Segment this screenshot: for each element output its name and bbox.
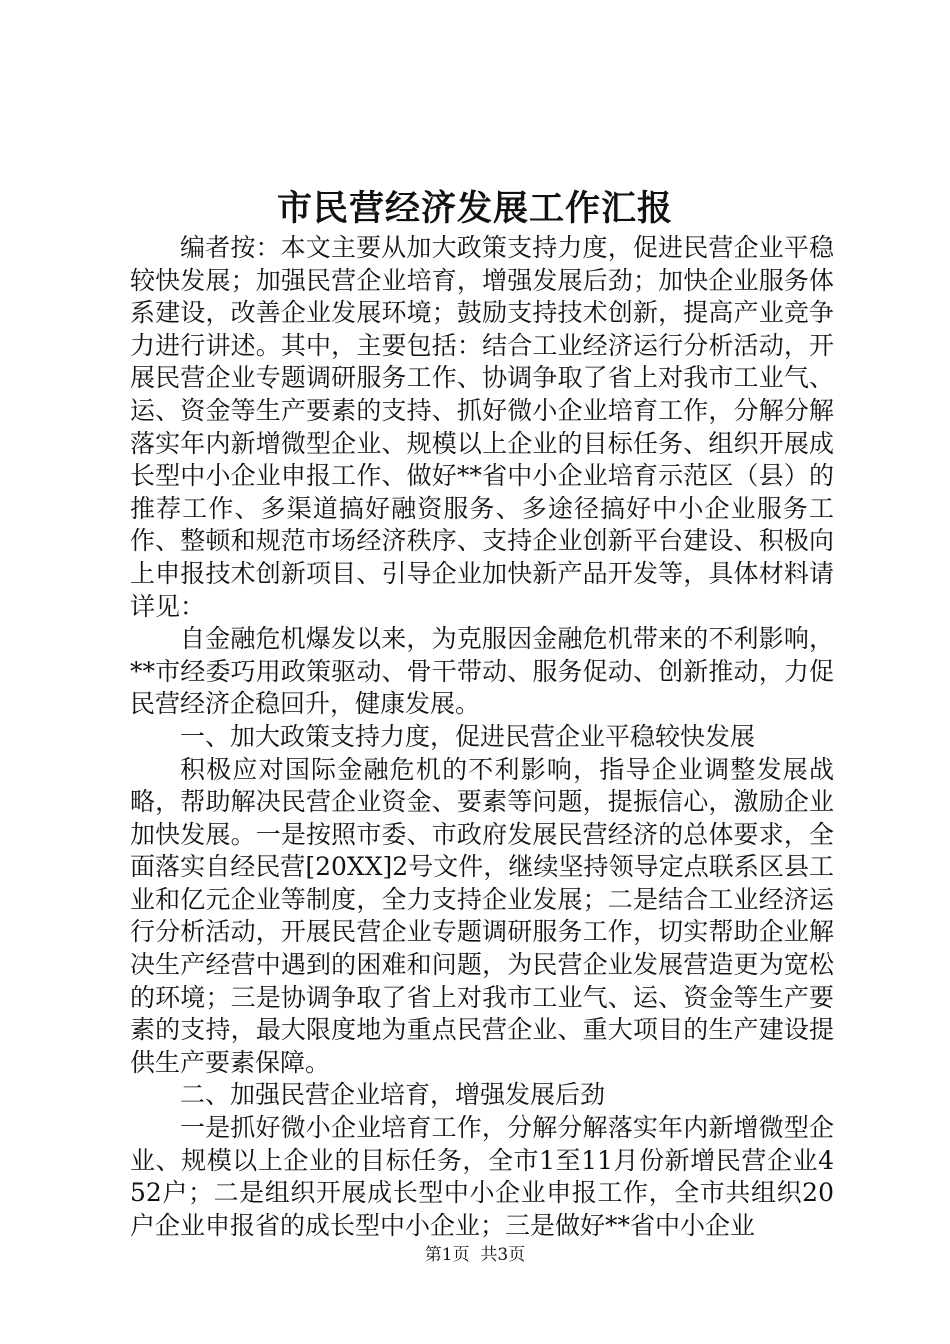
section-1-paragraph: 积极应对国际金融危机的不利影响，指导企业调整发展战略，帮助解决民营企业资金、要素等问题，提振信心，激励企业加快发展。一是按照市委、市政府发展民营经济的总体要求，全面落实自经民营[20XX]2号文件，继续坚持领导定点联系区县工业和亿元企业等制度，全力支持企业发展；二是结合工业经济运行分析活动，开展民营企业专题调研服务工作，切实帮助企业解决生产经营中遇到的困难和问题，为民营企业发展营造更为宽松的环境；三是协调争取了省上对我市工业气、运、资金等生产要素的支持，最大限度地为重点民营企业、重大项目的生产建设提供生产要素保障。 (130, 754, 834, 1077)
intro-paragraph: 自金融危机爆发以来，为克服因金融危机带来的不利影响，**市经委巧用政策驱动、骨干带动、服务促动、创新推动，力促民营经济企稳回升，健康发展。 (130, 624, 834, 719)
document-body (130, 232, 834, 1242)
section-heading-2: 二、加强民营企业培育，增强发展后劲 (180, 1080, 606, 1110)
editor-note-paragraph: 编者按：本文主要从加大政策支持力度，促进民营企业平稳较快发展；加强民营企业培育，增强发展后劲；加快企业服务体系建设，改善企业发展环境；鼓励支持技术创新，提高产业竞争力进行讲述。其中，主要包括：结合工业经济运行分析活动，开展民营企业专题调研服务工作、协调争取了省上对我市工业气、运、资金等生产要素的支持、抓好微小企业培育工作，分解分解落实年内新增微型企业、规模以上企业的目标任务、组织开展成长型中小企业申报工作、做好**省中小企业培育示范区（县）的推荐工作、多渠道搞好融资服务、多途径搞好中小企业服务工作、整顿和规范市场经济秩序、支持企业创新平台建设、积极向上申报技术创新项目、引导企业加快新产品开发等，具体材料请详见： (130, 233, 834, 621)
page-footer: 第1页 共3页 (424, 1245, 526, 1265)
section-heading-1: 一、加大政策支持力度，促进民营企业平稳较快发展 (180, 721, 756, 751)
section-2-paragraph: 一是抓好微小企业培育工作，分解分解落实年内新增微型企业、规模以上企业的目标任务，全市1至11月份新增民营企业452户；二是组织开展成长型中小企业申报工作，全市共组织20户企业申报省的成长型中小企业；三是做好**省中小企业 (130, 1113, 834, 1240)
document-title: 市民营经济发展工作汇报 (276, 188, 673, 229)
